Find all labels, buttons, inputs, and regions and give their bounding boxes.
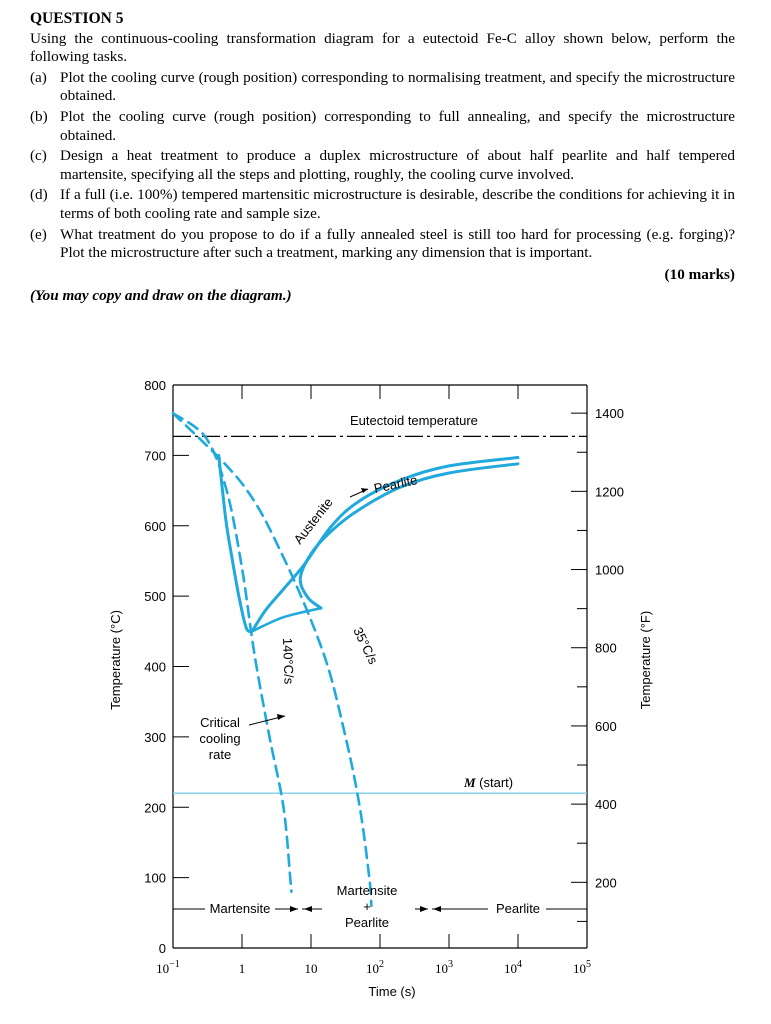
critical-arrowhead bbox=[277, 714, 285, 720]
rate-35-label: 35°C/s bbox=[350, 624, 381, 667]
y-tick-label: 400 bbox=[144, 659, 166, 675]
y-tick-label: 500 bbox=[144, 589, 166, 605]
y-tick-label: 200 bbox=[144, 800, 166, 816]
pearlite-bottom-label: Pearlite bbox=[495, 901, 541, 916]
martensite-arrowhead-left bbox=[290, 906, 298, 912]
y-right-tick-label: 1000 bbox=[595, 562, 624, 578]
task-label: (d) bbox=[30, 186, 48, 204]
task-label: (b) bbox=[30, 107, 48, 125]
y-right-tick-label: 400 bbox=[595, 797, 617, 813]
task-label: (a) bbox=[30, 68, 47, 86]
y-tick-label: 800 bbox=[144, 378, 166, 393]
axes bbox=[108, 378, 653, 999]
y-tick-label: 600 bbox=[144, 518, 166, 534]
task-text: Plot the cooling curve (rough position) corresponding to normalising treatment, and specify the microstructure obtained. bbox=[60, 68, 735, 105]
pearlite-top-label: Pearlite bbox=[372, 472, 419, 496]
y-right-axis-title: Temperature (°F) bbox=[638, 610, 653, 710]
task-label: (c) bbox=[30, 147, 47, 165]
task-text: What treatment do you propose to do if a fully annealed steel is still too hard for processing (e.g. forging)? Plot the microstructure after such a treatment, marking any dimension that is important. bbox=[60, 225, 735, 262]
pearlite-arrowhead bbox=[433, 906, 441, 912]
austenite-arrowhead bbox=[361, 488, 368, 493]
mp-arrowhead-left bbox=[420, 906, 428, 912]
austenite-label: Austenite bbox=[290, 494, 336, 547]
y-right-tick-label: 1400 bbox=[595, 406, 624, 422]
question-title: QUESTION 5 bbox=[30, 10, 124, 27]
task-text: Design a heat treatment to produce a duplex microstructure of about half pearlite and half tempered martensite, specifying all the steps and plotting, roughly, the cooling curve involved. bbox=[60, 147, 735, 183]
m-start-label: M (start) bbox=[464, 775, 514, 790]
cooling-curve-35 bbox=[173, 413, 371, 906]
x-tick-label: $10^2$ bbox=[366, 959, 384, 976]
martensite-label: Martensite bbox=[209, 901, 271, 916]
martensite-pearlite-label-line: Pearlite bbox=[344, 915, 390, 930]
y-right-tick-label: 800 bbox=[595, 640, 617, 656]
eutectoid-label: Eutectoid temperature bbox=[350, 413, 478, 428]
y-right-tick-label: 1200 bbox=[595, 484, 624, 500]
critical-label-line: Critical bbox=[200, 715, 240, 730]
y-right-tick-label: 200 bbox=[595, 875, 617, 891]
x-tick-label: $10^5$ bbox=[573, 959, 591, 976]
x-tick-label: $10^3$ bbox=[435, 959, 453, 976]
y-tick-label: 700 bbox=[144, 448, 166, 464]
x-tick-label: $10^4$ bbox=[504, 959, 522, 976]
copy-note: (You may copy and draw on the diagram.) bbox=[30, 287, 292, 305]
y-axis-title: Temperature (°C) bbox=[108, 610, 123, 710]
critical-label-line: cooling bbox=[199, 731, 241, 746]
x-tick-label: 10 bbox=[304, 961, 318, 976]
chart-labels bbox=[173, 413, 587, 930]
y-tick-label: 0 bbox=[158, 941, 166, 956]
x-tick-label: $10^{-1}$ bbox=[156, 959, 180, 976]
martensite-pearlite-label-line: Martensite bbox=[336, 883, 398, 898]
critical-label-line: rate bbox=[208, 747, 232, 762]
rate-140-label: 140°C/s bbox=[280, 637, 297, 685]
x-axis-title: Time (s) bbox=[368, 984, 416, 999]
martensite-pearlite-label-line: + bbox=[363, 899, 371, 914]
question-intro: Using the continuous-cooling transformation diagram for a eutectoid Fe-C alloy shown below, perform the following tasks. bbox=[30, 29, 735, 66]
marks-label: (10 marks) bbox=[664, 265, 735, 283]
task-label: (e) bbox=[30, 225, 47, 243]
y-tick-label: 100 bbox=[144, 870, 166, 886]
martensite-arrowhead-right bbox=[304, 906, 312, 912]
task-text: If a full (i.e. 100%) tempered martensitic microstructure is desirable, describe the conditions for achieving it in terms of both cooling rate and sample size. bbox=[60, 186, 735, 222]
cooling-curve-140 bbox=[173, 413, 291, 892]
y-tick-label: 300 bbox=[144, 729, 166, 745]
x-tick-label: 1 bbox=[238, 961, 246, 976]
task-text: Plot the cooling curve (rough position) corresponding to full annealing, and specify the microstructure obtained. bbox=[60, 107, 735, 144]
y-right-tick-label: 600 bbox=[595, 718, 617, 734]
